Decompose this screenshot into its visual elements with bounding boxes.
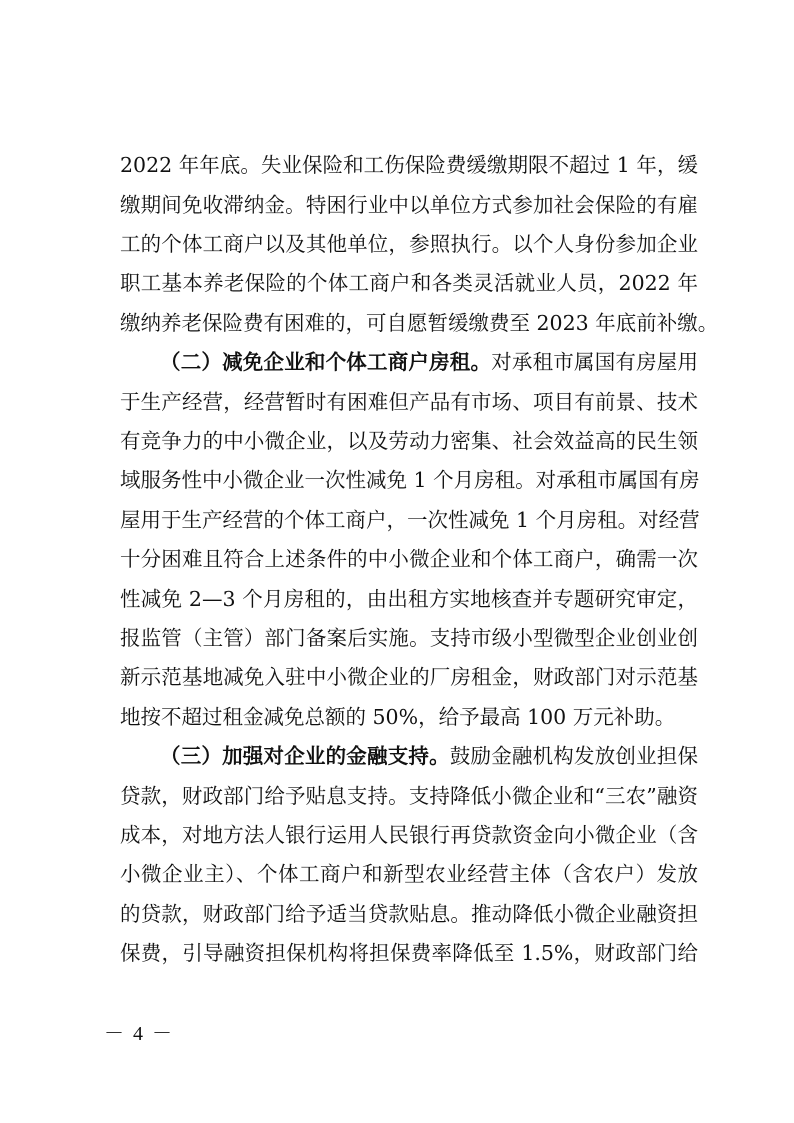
section-two-text: 对承租市属国有房屋用: [491, 350, 699, 374]
section-two-heading: （二）减免企业和个体工商户房租。: [160, 350, 492, 374]
paragraph-line: 报监管（主管）部门备案后实施。支持市级小型微型企业创业创: [120, 626, 698, 650]
paragraph-line: 小微企业主）、个体工商户和新型农业经营主体（含农户）发放: [120, 862, 698, 886]
paragraph-line: 的贷款，财政部门给予适当贷款贴息。推动降低小微企业融资担: [120, 902, 698, 926]
paragraph-line: 新示范基地减免入驻中小微企业的厂房租金，财政部门对示范基: [120, 665, 698, 689]
paragraph-line: 屋用于生产经营的个体工商户，一次性减免 1 个月房租。对经营: [120, 508, 700, 532]
paragraph-line: 地按不超过租金减免总额的 50%，给予最高 100 万元补助。: [120, 705, 676, 729]
paragraph-line: 于生产经营，经营暂时有困难但产品有市场、项目有前景、技术: [120, 390, 698, 414]
paragraph-line: 性减免 2—3 个月房租的，由出租方实地核查并专题研究审定，: [120, 587, 698, 611]
paragraph-line: 缴期间免收滞纳金。特困行业中以单位方式参加社会保险的有雇: [120, 193, 698, 217]
paragraph-line: 有竞争力的中小微企业，以及劳动力密集、社会效益高的民生领: [120, 429, 698, 453]
section-three-text: 鼓励金融机构发放创业担保: [449, 744, 699, 768]
section-three-first-line: [160, 741, 698, 771]
paragraph-line: 域服务性中小微企业一次性减免 1 个月房租。对承租市属国有房: [120, 468, 700, 492]
section-three-heading: （三）加强对企业的金融支持。: [160, 744, 450, 768]
paragraph-line: 贷款，财政部门给予贴息支持。支持降低小微企业和“三农”融资: [120, 784, 698, 808]
paragraph-line: 十分困难且符合上述条件的中小微企业和个体工商户，确需一次: [120, 547, 698, 571]
paragraph-line: 成本，对地方法人银行运用人民银行再贷款资金向小微企业（含: [120, 823, 698, 847]
paragraph-line: 缴纳养老保险费有困难的，可自愿暂缓缴费至 2023 年底前补缴。: [120, 311, 719, 335]
paragraph-line: 保费，引导融资担保机构将担保费率降低至 1.5%，财政部门给: [120, 941, 698, 965]
paragraph-line: 2022 年年底。失业保险和工伤保险费缓缴期限不超过 1 年，缓: [120, 153, 698, 177]
page-number: － 4 －: [104, 1023, 174, 1045]
section-two-first-line: [160, 347, 698, 377]
paragraph-line: 职工基本养老保险的个体工商户和各类灵活就业人员，2022 年: [120, 271, 698, 295]
paragraph-line: 工的个体工商户以及其他单位，参照执行。以个人身份参加企业: [120, 232, 698, 256]
